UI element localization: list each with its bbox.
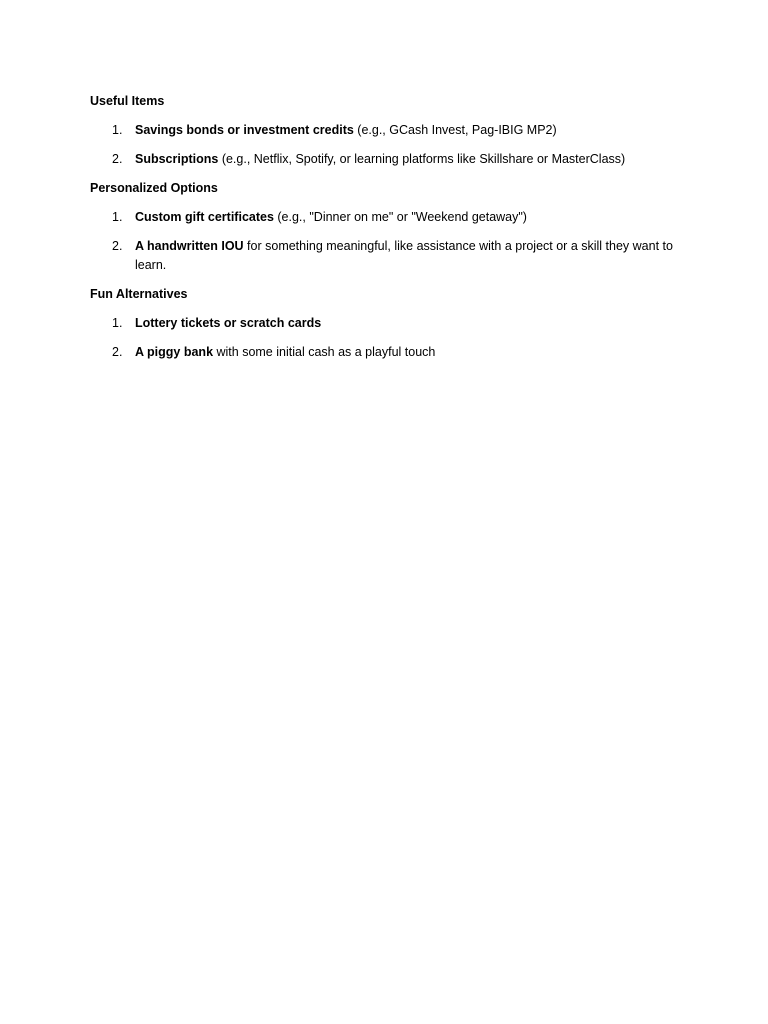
section-heading: Fun Alternatives [90, 287, 188, 301]
list-number: 2. [112, 152, 123, 166]
list-item [90, 150, 680, 169]
list-item [90, 237, 680, 275]
list-number: 1. [112, 123, 123, 137]
item-title: Custom gift certificates [135, 210, 274, 224]
numbered-list [90, 208, 680, 275]
item-title: Subscriptions [135, 152, 219, 166]
section-useful-items [90, 92, 680, 169]
numbered-list [90, 314, 680, 362]
section-fun-alternatives [90, 285, 680, 362]
item-description: (e.g., Netflix, Spotify, or learning platforms like Skillshare or MasterClass) [218, 152, 626, 166]
section-heading: Personalized Options [90, 181, 218, 195]
item-description: for something meaningful, like assistance with a project or a skill they want to learn. [135, 239, 673, 272]
item-title: A piggy bank [135, 345, 214, 359]
list-item [90, 208, 680, 227]
item-title: A handwritten IOU [135, 239, 244, 253]
list-item [90, 343, 680, 362]
item-description: (e.g., GCash Invest, Pag-IBIG MP2) [353, 123, 557, 137]
section-personalized-options [90, 179, 680, 275]
item-title: Lottery tickets or scratch cards [135, 316, 322, 330]
list-item [90, 121, 680, 140]
numbered-list [90, 121, 680, 169]
section-heading: Useful Items [90, 94, 165, 108]
list-number: 2. [112, 345, 123, 359]
list-item [90, 314, 680, 333]
list-number: 1. [112, 316, 123, 330]
item-description: (e.g., "Dinner on me" or "Weekend getaway") [273, 210, 527, 224]
item-description: with some initial cash as a playful touch [213, 345, 436, 359]
list-number: 2. [112, 239, 123, 253]
list-number: 1. [112, 210, 123, 224]
document-body [90, 92, 680, 372]
item-title: Savings bonds or investment credits [135, 123, 354, 137]
